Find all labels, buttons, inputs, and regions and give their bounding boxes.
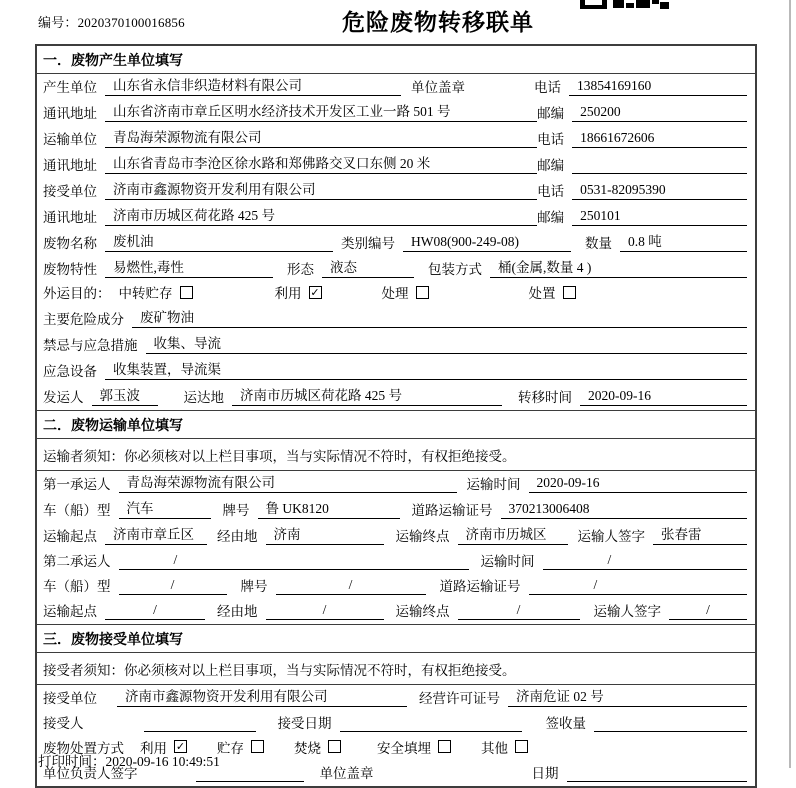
disposal-checkbox-icon [563, 286, 576, 299]
unit-seal-label-2: 单位盖章 [319, 766, 374, 781]
waste-traits-row [37, 256, 755, 282]
destination-label: 运达地 [183, 390, 224, 405]
route-dest-label-2: 运输终点 [395, 604, 450, 619]
carrier-signature-value-2: / [669, 602, 747, 620]
receiver-zip-label: 邮编 [537, 210, 565, 225]
emergency-measures-row [37, 332, 755, 358]
transporter-zip-value [572, 157, 747, 174]
route-origin-value-1: 济南市章丘区 [105, 523, 207, 545]
acceptor-row [37, 711, 755, 736]
receiver-phone-label: 电话 [537, 184, 565, 199]
vehicle-type-label-1: 车（船）型 [43, 503, 111, 518]
emergency-equipment-row [37, 358, 755, 384]
doc-number-label: 编号： [38, 15, 78, 30]
transporter-phone-value: 18661672606 [572, 130, 747, 148]
transport-time-value: 2020-09-16 [529, 475, 748, 493]
transporter-value: 青岛海荣源物流有限公司 [105, 126, 537, 148]
section-1-header: 一．废物产生单位填写 [37, 46, 755, 74]
waste-form-label: 形态 [287, 262, 314, 277]
transport-time-label: 运输时间 [466, 477, 521, 492]
section-2-body [37, 439, 755, 624]
section-3-header: 三．废物接受单位填写 [37, 624, 755, 653]
disposal-landfill-checkbox-icon [438, 740, 451, 753]
transport-time-label-2: 运输时间 [480, 554, 535, 569]
print-time-label: 打印时间： [38, 754, 106, 769]
date-label: 日期 [531, 766, 559, 781]
receiver-value: 济南市鑫源物资开发利用有限公司 [105, 178, 537, 200]
destination-value: 济南市历城区荷花路 425 号 [232, 384, 502, 406]
route-row-2 [37, 599, 755, 624]
route-origin-label-1: 运输起点 [43, 529, 97, 544]
producer-address-row [37, 100, 755, 126]
emergency-measures-value: 收集、导流 [146, 332, 748, 354]
receiver-phone-value: 0531-82095390 [572, 182, 747, 200]
route-dest-label-1: 运输终点 [395, 529, 450, 544]
carrier-signature-value-1: 张春雷 [653, 523, 747, 545]
accepting-unit-value: 济南市鑫源物资开发利用有限公司 [117, 685, 407, 707]
receiver-zip-value: 250101 [572, 208, 747, 226]
transporter-address-label: 通讯地址 [43, 158, 97, 173]
waste-qty-value: 0.8 吨 [620, 230, 747, 252]
accept-date-label: 接受日期 [277, 716, 332, 731]
unit-seal-label: 单位盖章 [411, 80, 465, 95]
vehicle-type-value-1: 汽车 [119, 497, 211, 519]
signed-qty-value [594, 715, 747, 732]
signed-qty-label: 签收量 [545, 716, 586, 731]
route-dest-value-2: / [458, 602, 580, 620]
carrier-signature-label-1: 运输人签字 [577, 529, 645, 544]
receiver-address-value: 济南市历城区荷花路 425 号 [105, 204, 537, 226]
second-carrier-row [37, 549, 755, 574]
disposal-other-checkbox-icon [515, 740, 528, 753]
disposal-option-landfill: 安全填埋 [377, 737, 451, 757]
first-carrier-value: 青岛海荣源物流有限公司 [119, 471, 457, 493]
route-dest-value-1: 济南市历城区 [458, 523, 568, 545]
waste-category-label: 类别编号 [341, 236, 395, 251]
route-row-1 [37, 523, 755, 549]
accepting-unit-label: 接受单位 [43, 691, 97, 706]
disposal-incineration-checkbox-icon [328, 740, 341, 753]
waste-traits-value: 易燃性,毒性 [105, 256, 273, 278]
second-carrier-value: / [119, 552, 469, 570]
waste-name-value: 废机油 [105, 230, 333, 252]
producer-label: 产生单位 [43, 80, 97, 95]
transporter-row [37, 126, 755, 152]
transfer-storage-checkbox-icon [180, 286, 193, 299]
disposal-reuse-checkbox-icon: ✓ [175, 740, 186, 753]
road-permit-value-2: / [529, 577, 748, 595]
disposal-option-incineration: 焚烧 [294, 737, 341, 757]
producer-phone-value: 13854169160 [569, 78, 747, 96]
route-via-label-1: 经由地 [217, 529, 258, 544]
vehicle-type-row-2 [37, 574, 755, 599]
license-value: 济南危证 02 号 [508, 685, 747, 707]
producer-zip-value: 250200 [572, 104, 747, 122]
manifest-form-table [35, 44, 757, 788]
license-label: 经营许可证号 [419, 691, 500, 706]
receiver-address-row [37, 204, 755, 230]
road-permit-label-2: 道路运输证号 [439, 579, 521, 594]
plate-label-1: 牌号 [222, 503, 250, 518]
hazard-component-row [37, 306, 755, 332]
purpose-option-transfer-storage: 中转贮存 [119, 282, 193, 302]
route-origin-label-2: 运输起点 [43, 604, 97, 619]
carrier-signature-label-2: 运输人签字 [593, 604, 661, 619]
disposal-option-other: 其他 [481, 737, 528, 757]
route-via-label-2: 经由地 [217, 604, 258, 619]
producer-value: 山东省永信非织造材料有限公司 [105, 74, 401, 96]
accept-date-value [340, 715, 522, 732]
second-carrier-label: 第二承运人 [43, 554, 111, 569]
acceptor-value [144, 715, 256, 732]
date-value [567, 765, 748, 782]
transport-time-value-2: / [543, 552, 748, 570]
transfer-time-label: 转移时间 [518, 390, 572, 405]
doc-number-value: 2020370100016856 [77, 15, 185, 30]
dispatcher-label: 发运人 [43, 390, 84, 405]
section-1-body [37, 74, 755, 410]
purpose-option-disposal: 处置 [529, 282, 576, 302]
waste-name-row [37, 230, 755, 256]
waste-name-label: 废物名称 [43, 236, 97, 251]
hazard-component-label: 主要危险成分 [43, 312, 124, 327]
transfer-time-value: 2020-09-16 [580, 388, 747, 406]
waste-traits-label: 废物特性 [43, 262, 97, 277]
transporter-label: 运输单位 [43, 132, 97, 147]
road-permit-value-1: 370213006408 [501, 501, 748, 519]
receiver-notice: 接受者须知：你必须核对以上栏目事项，当与实际情况不符时，有权拒绝接受。 [37, 653, 755, 685]
disposal-storage-checkbox-icon [251, 740, 264, 753]
transporter-zip-label: 邮编 [537, 158, 565, 173]
dispatcher-row [37, 384, 755, 410]
purpose-option-reuse: 利用 ✓ [274, 285, 320, 301]
producer-phone-label: 电话 [534, 80, 561, 95]
transfer-purpose-row [37, 282, 755, 306]
producer-zip-label: 邮编 [537, 106, 565, 121]
waste-form-value: 液态 [322, 256, 414, 278]
treatment-checkbox-icon [416, 286, 429, 299]
first-carrier-label: 第一承运人 [43, 477, 111, 492]
producer-address-value: 山东省济南市章丘区明水经济技术开发区工业一路 501 号 [105, 100, 537, 122]
accepting-unit-row [37, 685, 755, 711]
vehicle-type-label-2: 车（船）型 [43, 579, 111, 594]
dispatcher-value: 郭玉波 [92, 384, 158, 406]
packaging-label: 包装方式 [428, 262, 482, 277]
section-2-header: 二．废物运输单位填写 [37, 410, 755, 439]
waste-category-value: HW08(900-249-08) [403, 234, 571, 252]
packaging-value: 桶(金属,数量 4 ) [490, 256, 747, 278]
road-permit-label-1: 道路运输证号 [411, 503, 493, 518]
transporter-address-row [37, 152, 755, 178]
plate-label-2: 牌号 [240, 579, 268, 594]
transporter-notice: 运输者须知：你必须核对以上栏目事项，当与实际情况不符时，有权拒绝接受。 [37, 439, 755, 471]
disposal-option-storage: 贮存 [217, 737, 264, 757]
emergency-measures-label: 禁忌与应急措施 [43, 338, 138, 353]
disposal-option-reuse: 利用 ✓ [140, 740, 186, 756]
first-carrier-row [37, 471, 755, 497]
page-edge-line [789, 0, 791, 768]
print-time [38, 750, 220, 770]
transporter-phone-label: 电话 [537, 132, 565, 147]
purpose-option-treatment: 处理 [382, 282, 429, 302]
plate-value-2: / [276, 577, 426, 595]
vehicle-type-row-1 [37, 497, 755, 523]
acceptor-label: 接受人 [43, 716, 84, 731]
page-title: 危险废物转移联单 [342, 9, 534, 35]
reuse-checkbox-icon: ✓ [310, 285, 320, 299]
producer-address-label: 通讯地址 [43, 106, 97, 121]
producer-row [37, 74, 755, 100]
route-origin-value-2: / [105, 602, 205, 620]
plate-value-1: 鲁 UK8120 [258, 497, 400, 519]
receiver-label: 接受单位 [43, 184, 97, 199]
disposal-method-label: 废物处置方式 [43, 740, 124, 756]
emergency-equipment-value: 收集装置，导流渠 [105, 358, 747, 380]
receiver-row [37, 178, 755, 204]
receiver-address-label: 通讯地址 [43, 210, 97, 225]
hazard-component-value: 废矿物油 [132, 306, 747, 328]
vehicle-type-value-2: / [119, 577, 227, 595]
transfer-purpose-label: 外运目的： [43, 286, 111, 301]
waste-qty-label: 数量 [585, 236, 612, 251]
route-via-value-1: 济南 [266, 523, 384, 545]
route-via-value-2: / [266, 602, 384, 620]
print-time-value: 2020-09-16 10:49:51 [105, 754, 220, 769]
responsible-signature-label: 单位负责人签字 [43, 766, 138, 781]
emergency-equipment-label: 应急设备 [43, 364, 97, 379]
transporter-address-value: 山东省青岛市李沧区徐水路和郑佛路交叉口东侧 20 米 [105, 152, 537, 174]
